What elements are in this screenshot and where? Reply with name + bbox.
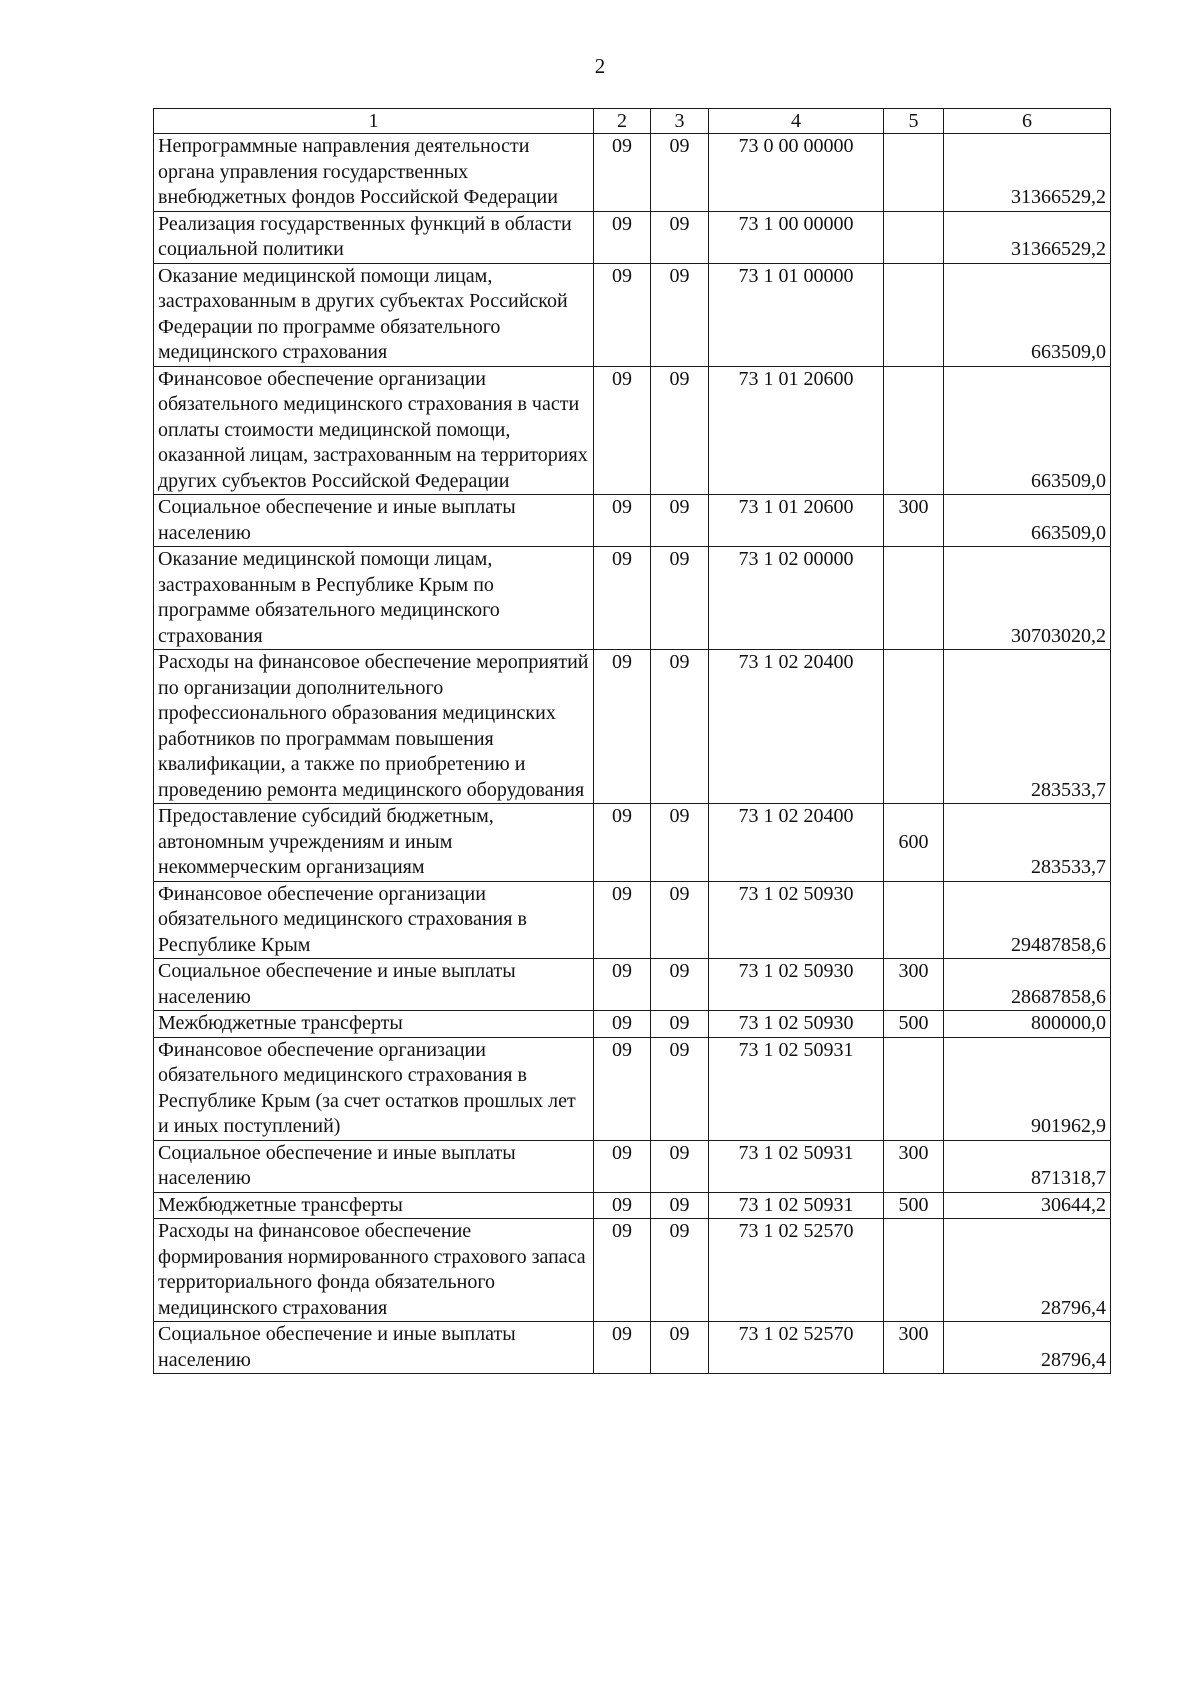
row-code: 73 1 02 20400 bbox=[709, 650, 884, 804]
row-subsection: 09 bbox=[651, 1037, 709, 1140]
row-type bbox=[884, 134, 944, 212]
table-row bbox=[154, 1192, 1111, 1219]
row-amount: 30703020,2 bbox=[944, 547, 1111, 650]
row-section: 09 bbox=[594, 959, 651, 1011]
row-section: 09 bbox=[594, 1037, 651, 1140]
row-amount: 28687858,6 bbox=[944, 959, 1111, 1011]
row-amount: 663509,0 bbox=[944, 495, 1111, 547]
row-amount: 800000,0 bbox=[944, 1011, 1111, 1038]
row-amount: 31366529,2 bbox=[944, 211, 1111, 263]
row-type bbox=[884, 1037, 944, 1140]
row-amount: 30644,2 bbox=[944, 1192, 1111, 1219]
row-subsection: 09 bbox=[651, 263, 709, 366]
row-name: Оказание медицинской помощи лицам, застрахованным в других субъектах Российской Федерации по программе обязательного медицинского страхования bbox=[154, 263, 594, 366]
table-row bbox=[154, 211, 1111, 263]
row-section: 09 bbox=[594, 1011, 651, 1038]
row-code: 73 1 02 52570 bbox=[709, 1322, 884, 1374]
row-type bbox=[884, 881, 944, 959]
row-amount: 31366529,2 bbox=[944, 134, 1111, 212]
row-section: 09 bbox=[594, 804, 651, 882]
row-name: Межбюджетные трансферты bbox=[154, 1011, 594, 1038]
row-code: 73 1 02 20400 bbox=[709, 804, 884, 882]
row-name: Социальное обеспечение и иные выплаты населению bbox=[154, 1140, 594, 1192]
row-code: 73 1 02 00000 bbox=[709, 547, 884, 650]
row-name: Непрограммные направления деятельности органа управления государственных внебюджетных фондов Российской Федерации bbox=[154, 134, 594, 212]
row-type: 300 bbox=[884, 1322, 944, 1374]
row-subsection: 09 bbox=[651, 881, 709, 959]
row-code: 73 1 02 50931 bbox=[709, 1037, 884, 1140]
row-subsection: 09 bbox=[651, 366, 709, 495]
row-subsection: 09 bbox=[651, 495, 709, 547]
table-row bbox=[154, 1037, 1111, 1140]
row-subsection: 09 bbox=[651, 650, 709, 804]
row-subsection: 09 bbox=[651, 211, 709, 263]
row-section: 09 bbox=[594, 547, 651, 650]
row-type bbox=[884, 263, 944, 366]
row-type: 300 bbox=[884, 1140, 944, 1192]
row-section: 09 bbox=[594, 263, 651, 366]
row-name: Межбюджетные трансферты bbox=[154, 1192, 594, 1219]
row-name: Финансовое обеспечение организации обязательного медицинского страхования в Республике Крым (за счет остатков прошлых лет и иных поступлений) bbox=[154, 1037, 594, 1140]
row-code: 73 0 00 00000 bbox=[709, 134, 884, 212]
row-name: Социальное обеспечение и иные выплаты населению bbox=[154, 959, 594, 1011]
row-name: Оказание медицинской помощи лицам, застрахованным в Республике Крым по программе обязательного медицинского страхования bbox=[154, 547, 594, 650]
row-type bbox=[884, 1219, 944, 1322]
row-name: Расходы на финансовое обеспечение мероприятий по организации дополнительного профессионального образования медицинских работников по программам повышения квалификации, а также по приобретению и проведению ремонта медицинского оборудования bbox=[154, 650, 594, 804]
row-type: 600 bbox=[884, 804, 944, 882]
row-type: 500 bbox=[884, 1011, 944, 1038]
table-row bbox=[154, 1140, 1111, 1192]
column-header: 6 bbox=[944, 109, 1111, 134]
table-row bbox=[154, 134, 1111, 212]
row-section: 09 bbox=[594, 366, 651, 495]
row-amount: 28796,4 bbox=[944, 1219, 1111, 1322]
row-subsection: 09 bbox=[651, 1219, 709, 1322]
row-name: Социальное обеспечение и иные выплаты населению bbox=[154, 1322, 594, 1374]
table-row bbox=[154, 804, 1111, 882]
column-header: 2 bbox=[594, 109, 651, 134]
row-name: Финансовое обеспечение организации обязательного медицинского страхования в части оплаты стоимости медицинской помощи, оказанной лицам, застрахованным на территориях других субъектов Российской Федерации bbox=[154, 366, 594, 495]
row-amount: 901962,9 bbox=[944, 1037, 1111, 1140]
row-amount: 283533,7 bbox=[944, 804, 1111, 882]
row-code: 73 1 02 50930 bbox=[709, 1011, 884, 1038]
table-row bbox=[154, 1322, 1111, 1374]
row-name: Расходы на финансовое обеспечение формирования нормированного страхового запаса территориального фонда обязательного медицинского страхования bbox=[154, 1219, 594, 1322]
row-type: 300 bbox=[884, 959, 944, 1011]
row-type bbox=[884, 366, 944, 495]
table-row bbox=[154, 1011, 1111, 1038]
row-subsection: 09 bbox=[651, 1322, 709, 1374]
table-row bbox=[154, 263, 1111, 366]
budget-table bbox=[153, 108, 1111, 1374]
row-section: 09 bbox=[594, 650, 651, 804]
row-name: Реализация государственных функций в области социальной политики bbox=[154, 211, 594, 263]
column-header: 1 bbox=[154, 109, 594, 134]
table-row bbox=[154, 881, 1111, 959]
row-type bbox=[884, 547, 944, 650]
page-number: 2 bbox=[594, 54, 606, 78]
row-name: Финансовое обеспечение организации обязательного медицинского страхования в Республике Крым bbox=[154, 881, 594, 959]
row-subsection: 09 bbox=[651, 959, 709, 1011]
table-row bbox=[154, 650, 1111, 804]
row-subsection: 09 bbox=[651, 547, 709, 650]
row-subsection: 09 bbox=[651, 1011, 709, 1038]
row-code: 73 1 01 20600 bbox=[709, 495, 884, 547]
row-amount: 28796,4 bbox=[944, 1322, 1111, 1374]
row-name: Предоставление субсидий бюджетным, автономным учреждениям и иным некоммерческим организациям bbox=[154, 804, 594, 882]
row-subsection: 09 bbox=[651, 1192, 709, 1219]
row-section: 09 bbox=[594, 211, 651, 263]
row-code: 73 1 00 00000 bbox=[709, 211, 884, 263]
column-header: 3 bbox=[651, 109, 709, 134]
row-section: 09 bbox=[594, 1140, 651, 1192]
column-header: 5 bbox=[884, 109, 944, 134]
row-type bbox=[884, 211, 944, 263]
table-row bbox=[154, 547, 1111, 650]
row-code: 73 1 01 00000 bbox=[709, 263, 884, 366]
row-code: 73 1 02 52570 bbox=[709, 1219, 884, 1322]
table-row bbox=[154, 1219, 1111, 1322]
table-header-row bbox=[154, 109, 1111, 134]
row-type bbox=[884, 650, 944, 804]
row-section: 09 bbox=[594, 134, 651, 212]
row-section: 09 bbox=[594, 1192, 651, 1219]
row-name: Социальное обеспечение и иные выплаты населению bbox=[154, 495, 594, 547]
row-type: 500 bbox=[884, 1192, 944, 1219]
row-section: 09 bbox=[594, 495, 651, 547]
column-header: 4 bbox=[709, 109, 884, 134]
row-section: 09 bbox=[594, 881, 651, 959]
row-code: 73 1 02 50931 bbox=[709, 1140, 884, 1192]
row-amount: 871318,7 bbox=[944, 1140, 1111, 1192]
row-code: 73 1 02 50930 bbox=[709, 881, 884, 959]
row-code: 73 1 01 20600 bbox=[709, 366, 884, 495]
row-amount: 663509,0 bbox=[944, 263, 1111, 366]
table-row bbox=[154, 959, 1111, 1011]
row-code: 73 1 02 50931 bbox=[709, 1192, 884, 1219]
row-section: 09 bbox=[594, 1219, 651, 1322]
row-code: 73 1 02 50930 bbox=[709, 959, 884, 1011]
row-amount: 283533,7 bbox=[944, 650, 1111, 804]
row-subsection: 09 bbox=[651, 134, 709, 212]
row-subsection: 09 bbox=[651, 1140, 709, 1192]
table-row bbox=[154, 495, 1111, 547]
table-row bbox=[154, 366, 1111, 495]
row-amount: 663509,0 bbox=[944, 366, 1111, 495]
row-type: 300 bbox=[884, 495, 944, 547]
row-amount: 29487858,6 bbox=[944, 881, 1111, 959]
row-subsection: 09 bbox=[651, 804, 709, 882]
row-section: 09 bbox=[594, 1322, 651, 1374]
